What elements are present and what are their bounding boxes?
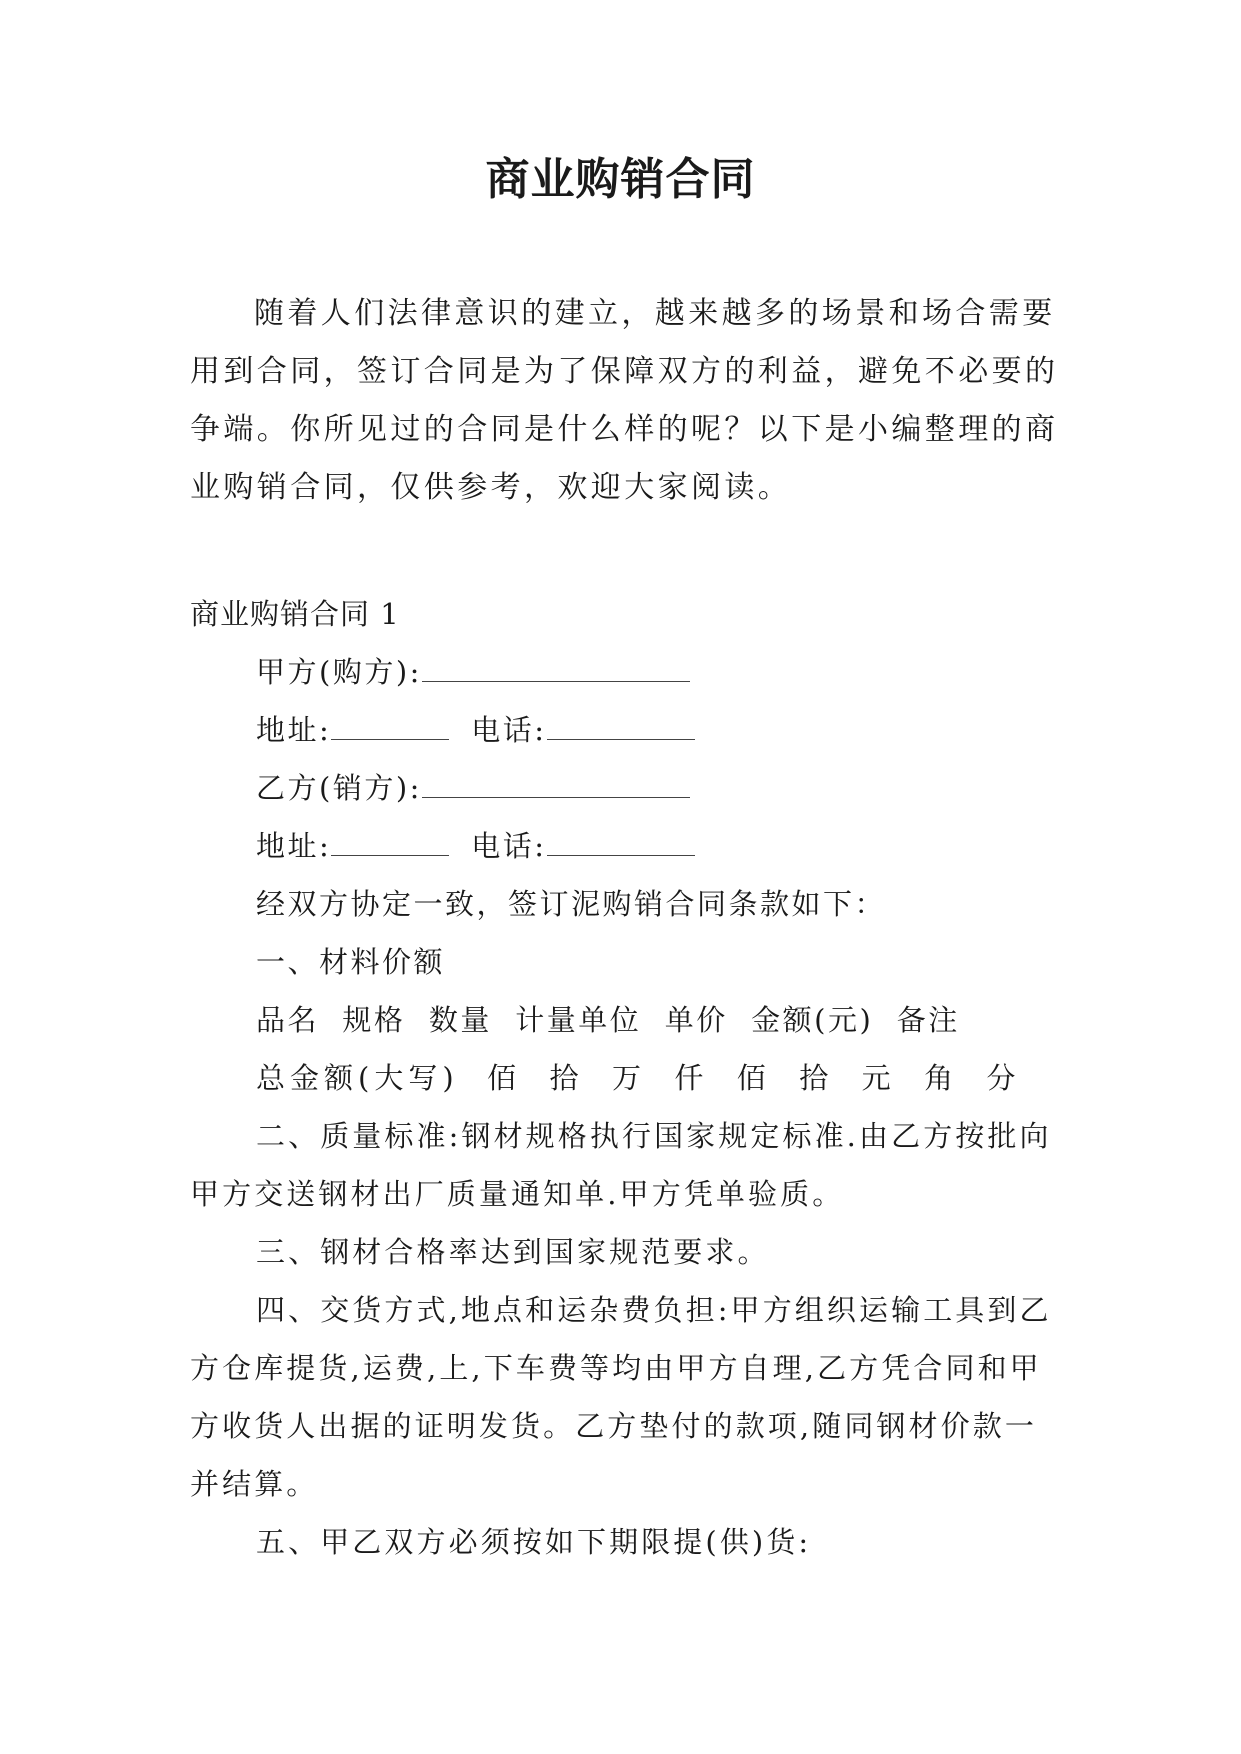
intro-paragraph: 随着人们法律意识的建立，越来越多的场景和场合需要用到合同，签订合同是为了保障双方的利益，避免不必要的争端。你所见过的合同是什么样的呢？以下是小编整理的商业购销合同，仅供参考，欢迎大家阅读。 [190,296,1059,505]
party-a-name-field[interactable] [422,659,690,682]
agreement-line: 经双方协定一致，签订泥购销合同条款如下： [256,887,887,921]
clause-5: 五、甲乙双方必须按如下期限提(供)货: [256,1525,812,1559]
party-a-label: 甲方(购方): [256,655,422,689]
total-amount-line: 总金额(大写) 佰 拾 万 仟 佰 拾 元 角 分 [256,1061,1021,1095]
document-title: 商业购销合同 [485,154,756,205]
party-b-line [190,759,1060,817]
party-b-label: 乙方(销方): [256,771,422,805]
clause-2: 二、质量标准:钢材规格执行国家规定标准.由乙方按批向甲方交送钢材出厂质量通知单.甲方凭单验质。 [190,1119,1052,1211]
party-b-contact-line [190,817,1060,875]
party-b-name-field[interactable] [422,775,690,798]
party-a-line [190,643,1060,701]
party-b-address-field[interactable] [331,833,449,856]
clause-3: 三、钢材合格率达到国家规范要求。 [256,1235,770,1269]
party-b-phone-field[interactable] [547,833,695,856]
section-title: 商业购销合同 1 [190,597,400,631]
party-b-address-label: 地址: [256,829,332,863]
material-table-header: 品名 规格 数量 计量单位 单价 金额(元) 备注 [256,1003,960,1037]
party-a-address-label: 地址: [256,713,332,747]
party-a-phone-label: 电话: [471,713,547,747]
clause-4: 四、交货方式,地点和运杂费负担:甲方组织运输工具到乙方仓库提货,运费,上,下车费等均由甲方自理,乙方凭合同和甲方收货人出据的证明发货。乙方垫付的款项,随同钢材价款一并结算。 [190,1293,1052,1501]
party-a-contact-line [190,701,1060,759]
contract-body [190,585,1060,1571]
party-a-phone-field[interactable] [547,717,695,740]
clause-1-title: 一、材料价额 [256,945,446,979]
party-a-address-field[interactable] [331,717,449,740]
party-b-phone-label: 电话: [471,829,547,863]
